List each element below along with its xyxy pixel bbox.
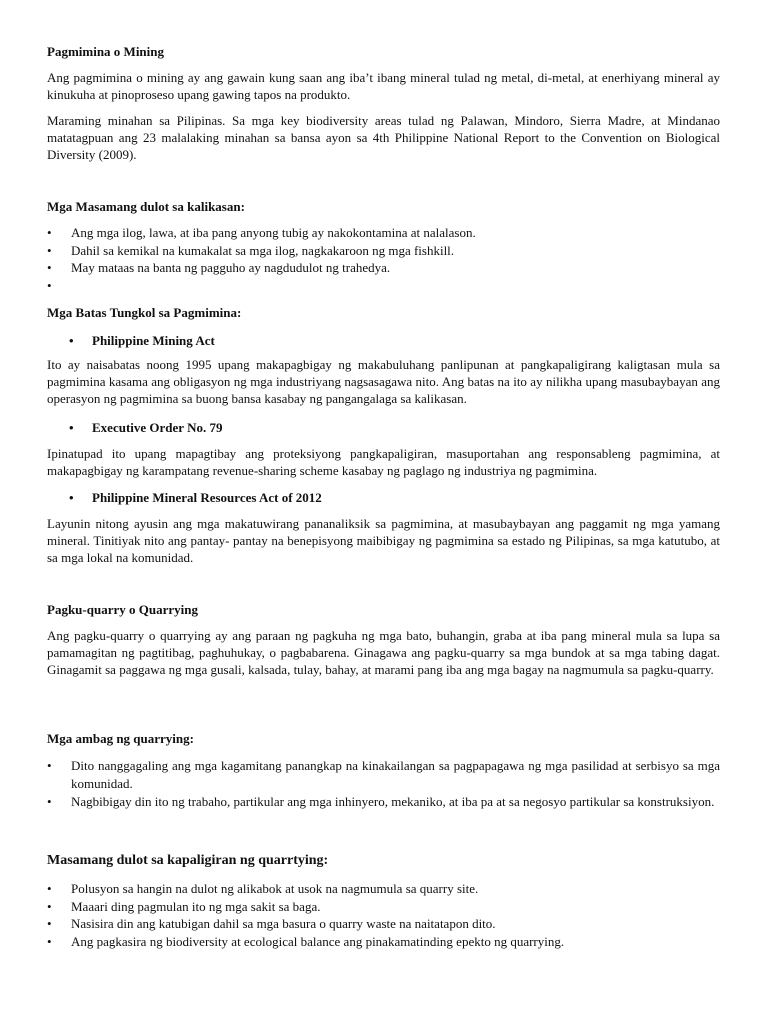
contributions-list: [47, 757, 720, 811]
quarrying-section: [47, 601, 720, 619]
quarrying-heading: Pagku-quarry o Quarrying: [47, 602, 198, 617]
quarrying-paragraph: Ang pagku-quarry o quarrying ay ang paraan ng pagkuha ng mga bato, buhangin, graba at iba pang mineral mula sa lupa sa pamamagitan ng pagtitibag, paghuhukay, o pagbabarena. Ginagawa ang pagku-quarry sa mga bundok at sa mga tabing dagat. Ginagamit sa paggawa ng mga gusali, kalsada, tulay, bahay, at marami pang iba ang mga bagay na nagmumula sa pagku-quarry.: [47, 628, 720, 677]
list-item: • Ang mga ilog, lawa, at iba pang anyong tubig ay nakokontamina at nalalason.: [47, 224, 720, 242]
quarry-effects-section: [47, 852, 720, 870]
law-2-description: Ipinatupad ito upang mapagtibay ang proteksiyong pangkapaligiran, masuportahan ang responsableng pagmimina, at makapagbigay ng karampatang revenue-sharing scheme kasabay ng paglago ng industriya ng pagmimina.: [47, 446, 720, 478]
list-item: • Polusyon sa hangin na dulot ng alikabok at usok na nagmumula sa quarry site.: [47, 880, 720, 898]
list-item: • Dito nanggagaling ang mga kagamitang panangkap na kinakailangan sa pagpapagawa ng mga pasilidad at serbisyo sa mga komunidad.: [47, 757, 720, 792]
mining-paragraph-1-block: [47, 69, 720, 103]
negative-effects-list: [47, 224, 720, 294]
contributions-section: [47, 730, 720, 748]
mining-paragraph-1: Ang pagmimina o mining ay ang gawain kung saan ang iba’t ibang mineral tulad ng metal, di-metal, at enerhiyang mineral ay kinukuha at pinoproseso upang gawing tapos na produkto.: [47, 70, 720, 102]
quarry-effects-heading: Masamang dulot sa kapaligiran ng quarrtying:: [47, 853, 329, 868]
law-3-name-block: [47, 489, 720, 507]
quarry-effects-list-block: [47, 880, 720, 950]
law-2-desc-block: [47, 445, 720, 479]
law-1-name: • Philippine Mining Act: [47, 332, 720, 350]
list-item: • May mataas na banta ng pagguho ay nagdudulot ng trahedya.: [47, 259, 720, 277]
law-1-name-block: [47, 332, 720, 350]
quarrying-paragraph-block: [47, 627, 720, 678]
list-item: • Ang pagkasira ng biodiversity at ecological balance ang pinakamatinding epekto ng quarrying.: [47, 933, 720, 951]
contributions-heading: Mga ambag ng quarrying:: [47, 731, 194, 746]
quarry-effects-list: [47, 880, 720, 950]
list-item: • Maaari ding pagmulan ito ng mga sakit sa baga.: [47, 898, 720, 916]
list-item: • Nasisira din ang katubigan dahil sa mga basura o quarry waste na naitatapon dito.: [47, 915, 720, 933]
contributions-list-block: [47, 757, 720, 811]
negative-effects-heading: Mga Masamang dulot sa kalikasan:: [47, 199, 245, 214]
laws-heading: Mga Batas Tungkol sa Pagmimina:: [47, 305, 242, 320]
law-1-desc-block: [47, 356, 720, 407]
laws-section: [47, 304, 720, 322]
list-item: [47, 277, 720, 295]
negative-effects-list-block: [47, 224, 720, 294]
law-2-name-block: [47, 419, 720, 437]
law-1-description: Ito ay naisabatas noong 1995 upang makapagbigay ng makabuluhang panlipunan at pangkapaligirang kaligtasan mula sa pagmimina kasama ang obligasyon ng mga industriyang nagsasagawa nito. Ang batas na ito ay nilikha upang masubaybayan ang operasyon ng pagmimina sa buong bansa kasabay ng pangangalaga sa kalikasan.: [47, 357, 720, 406]
list-item: • Dahil sa kemikal na kumakalat sa mga ilog, nagkakaroon ng mga fishkill.: [47, 242, 720, 260]
law-3-desc-block: [47, 515, 720, 566]
list-item: • Nagbibigay din ito ng trabaho, partikular ang mga inhinyero, mekaniko, at iba pa at sa negosyo partikular sa konstruksiyon.: [47, 793, 720, 811]
negative-effects-section: [47, 198, 720, 216]
mining-heading: Pagmimina o Mining: [47, 44, 165, 59]
law-2-name: • Executive Order No. 79: [47, 419, 720, 437]
mining-paragraph-2: Maraming minahan sa Pilipinas. Sa mga key biodiversity areas tulad ng Palawan, Mindoro, Sierra Madre, at Mindanao matatagpuan ang 23 malalaking minahan sa bansa ayon sa 4th Philippine National Report to the Convention on Biological Diversity (2009).: [47, 113, 720, 162]
law-3-name: • Philippine Mineral Resources Act of 2012: [47, 489, 720, 507]
mining-section: [47, 43, 720, 61]
law-3-description: Layunin nitong ayusin ang mga makatuwirang pananaliksik sa pagmimina, at masubaybayan ang paggamit ng mga yamang mineral. Tinitiyak nito ang pantay- pantay na benepisyong maibibigay ng pagmimina sa estado ng Pilipinas, sa mga katutubo, at sa mga lokal na komunidad.: [47, 516, 720, 565]
mining-paragraph-2-block: [47, 112, 720, 163]
